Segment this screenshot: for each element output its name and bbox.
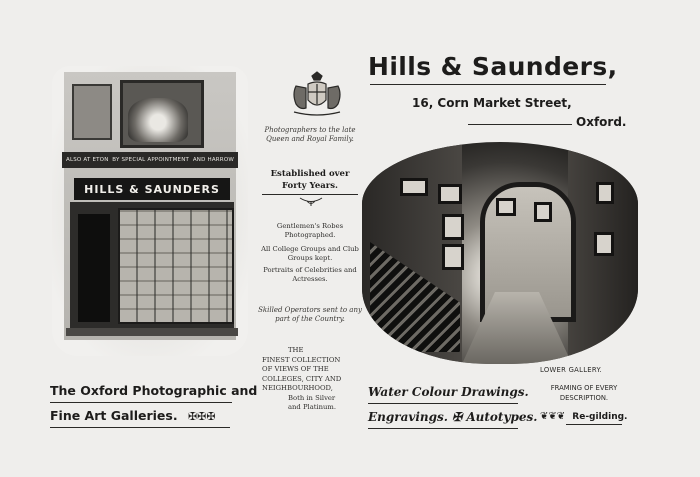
shop-step [66, 328, 238, 336]
finest-line: OF VIEWS OF THE [262, 365, 329, 373]
finest-tail: and Platinum. [288, 403, 337, 411]
firm-name: Hills & Saunders, [368, 52, 618, 81]
picture-frame [596, 182, 614, 204]
regilding-text: Re-gilding. [572, 412, 628, 422]
framing-text: FRAMING OF EVERY DESCRIPTION. [550, 384, 618, 402]
flourish-ornament-icon [298, 195, 324, 207]
picture-frame [442, 244, 464, 270]
shop-fascia [62, 152, 238, 168]
fascia-left-text: ALSO AT ETON [66, 157, 109, 163]
upper-window-left [72, 84, 112, 140]
picture-frame [594, 232, 614, 256]
engravings-line: Engravings. ✠ Autotypes. [368, 410, 538, 424]
operators-text: Skilled Operators sent to any part of the Country. [258, 306, 362, 323]
shop-window-display [118, 208, 234, 324]
city-name: Oxford. [576, 115, 627, 129]
picture-frame [496, 198, 516, 216]
ornament-leaves-icon: ❦❦❦ [540, 411, 566, 422]
galleries-line-2 [50, 408, 216, 423]
street-address: 16, Corn Market Street, [412, 96, 572, 110]
celebrities-text: Portraits of Celebrities and Actresses. [263, 266, 357, 283]
water-colour-rule [368, 403, 518, 404]
address-rule [468, 124, 572, 125]
picture-frame [534, 202, 552, 222]
royal-appointment-text: Photographers to the late Queen and Royal Family. [264, 126, 356, 143]
fascia-right-text: AND HARROW [192, 157, 234, 163]
gallery-caption: LOWER GALLERY. [540, 366, 602, 374]
engravings-rule [368, 428, 518, 429]
robes-text: Gentlemen's Robes Photographed. [276, 222, 344, 239]
picture-frame [442, 214, 464, 240]
picture-frame [438, 184, 462, 204]
finest-line: NEIGHBOURHOOD, [262, 384, 333, 392]
fascia-center-text: BY SPECIAL APPOINTMENT [112, 157, 190, 163]
lower-gallery-photo [362, 142, 638, 364]
galleries-line-2-text: Fine Art Galleries. [50, 408, 178, 423]
finest-tail: Both in Silver [288, 393, 336, 402]
shop-front-photo [52, 66, 248, 356]
established-text: Established over Forty Years. [262, 168, 358, 195]
picture-frame [400, 178, 428, 196]
finest-line: FINEST COLLECTION [262, 355, 341, 364]
ornament-crosses-icon: ✠✠✠ [187, 410, 216, 423]
regilding-line [540, 411, 627, 422]
shop-signboard: HILLS & SAUNDERS [74, 178, 230, 200]
water-colour-line: Water Colour Drawings. [368, 385, 529, 399]
galleries-rule-2 [50, 427, 230, 428]
finest-intro: THE [288, 346, 304, 354]
galleries-rule-1 [50, 402, 232, 403]
regilding-rule [566, 424, 622, 425]
galleries-line-1: The Oxford Photographic and [50, 383, 258, 398]
royal-crest-icon [286, 70, 348, 120]
header-rule [370, 84, 606, 85]
shop-doorway [78, 214, 110, 322]
finest-line: COLLEGES, CITY AND [262, 374, 342, 383]
college-groups-text: All College Groups and Club Groups kept. [261, 245, 359, 262]
royal-arms-carving [128, 98, 188, 142]
finest-collection-text [262, 346, 360, 413]
